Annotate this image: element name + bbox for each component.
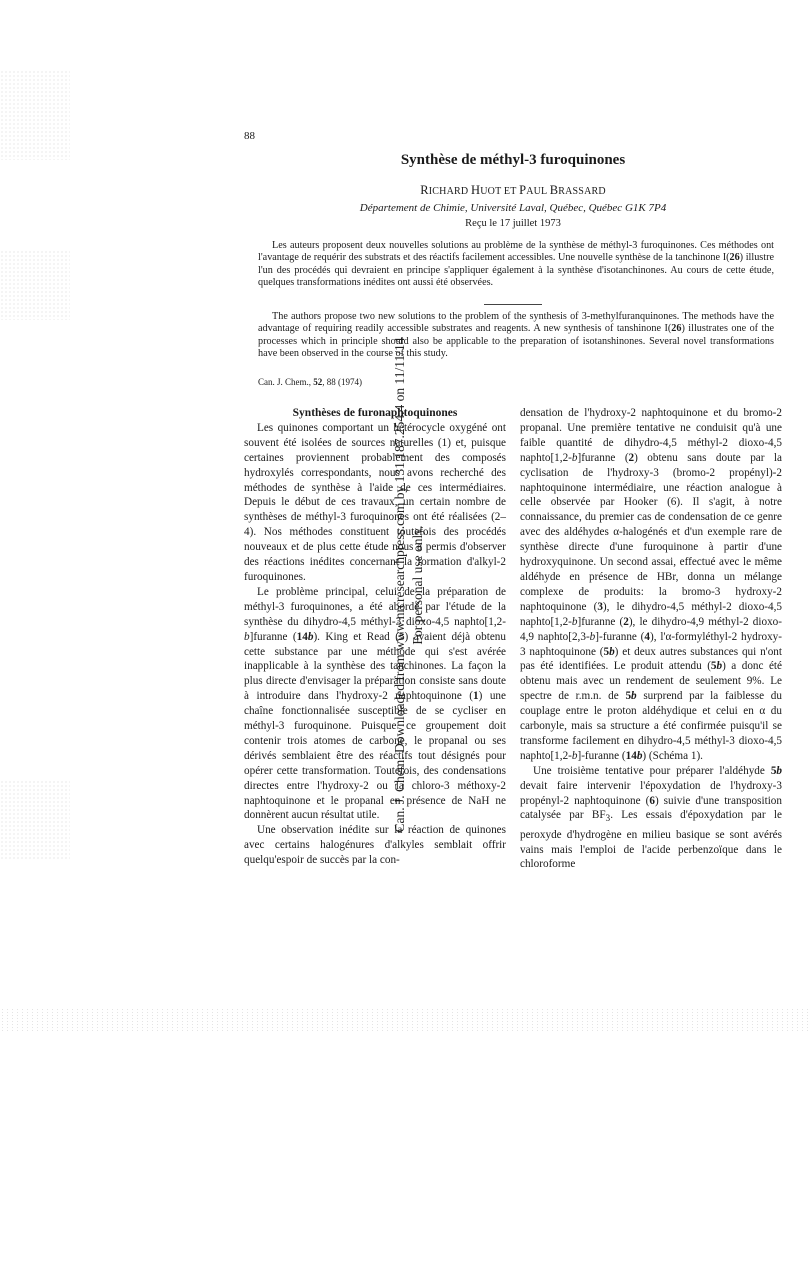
download-watermark: Can. J. Chem. Downloaded from www.nrcresearchpress.com by 131.187.254.4 on 11/11/14 bbox=[392, 337, 408, 833]
article-title: Synthèse de méthyl-3 furoquinones bbox=[400, 152, 626, 168]
received-date: Reçu le 17 juillet 1973 bbox=[465, 218, 561, 229]
abstract-english: The authors propose two new solutions to the problem of the synthesis of 3-methylfuranquinones. The methods have the advantage of requiring readily accessible substrates and reagents. A new synthesis of tanshinone I(26) illustrates one of the processes which in principle should also be applicable to the preparation of isotanshinones. Several novel transformations have been observed in the course of this study. bbox=[258, 311, 774, 360]
scan-artifact-top bbox=[0, 70, 70, 160]
page-number: 88 bbox=[244, 130, 255, 142]
left-column bbox=[244, 406, 506, 868]
section-heading: Synthèses de furonaphtoquinones bbox=[292, 407, 458, 419]
body-paragraph: Le problème principal, celui de la préparation de méthyl-3 furoquinones, a été abordé par l'étude de la synthèse du dihydro-4,5 méthyl-3 dioxo-4,5 naphto[1,2-b]furanne (14b). King et Read (5) avaient déjà obtenu cette substance par une méthode qui s'est avérée inapplicable à la synthèse des tanchinones. La façon la plus directe d'envisager la préparation consiste sans doute à introduire dans l'hydroxy-2 naphtoquinone (1) une chaîne fonctionnalisée susceptible de se cycliser en méthyl-3 furoquinone. Puisque ce groupement doit contenir trois atomes de carbone, le propanal ou ses dérivés semblaient être des réactifs tout désignés pour opérer cette transformation. Toutefois, des condensations directes entre l'hydroxy-2 ou la chloro-3 méthoxy-2 naphtoquinone et le propanal en présence de NaH ne donnèrent aucun résultat utile. bbox=[244, 585, 506, 822]
personal-use-watermark: For personal use only. bbox=[410, 525, 426, 645]
abstract-french: Les auteurs proposent deux nouvelles solutions au problème de la synthèse de méthyl-3 furoquinones. Ces méthodes ont l'avantage de requérir des substrats et des réactifs facilement accessibles. Une nouvelle synthèse de la tanchinone I(26) illustre l'un des procédés qui devraient en principe s'appliquer également à la synthèse d'isotanchinones. Au cours de cette étude, quelques transformations inédites ont aussi été observées. bbox=[258, 240, 774, 289]
body-paragraph: densation de l'hydroxy-2 naphtoquinone et du bromo-2 propanal. Une première tentative ne conduisit qu'à une faible quantité de dihydro-4,5 méthyl-2 dioxo-4,5 naphto[1,2-b]furanne (2) obtenu sans doute par la cyclisation de l'hydroxy-3 (bromo-2 propényl)-2 naphtoquinone intermédiaire, une réaction analogue à celle observée par Hooker (6). Il s'agit, à notre connaissance, du premier cas de condensation de ce genre avec des aldéhydes α-halogénés et d'un exemple rare de synthèse directe d'une furoquinone à partir d'une hydroxyquinone. Un second assai, effectué avec le même aldéhyde en présence de HBr, donna un mélange complexe de produits: la bromo-3 hydroxy-2 naphtoquinone (3), le dihydro-4,5 méthyl-2 dioxo-4,5 naphto[1,2-b]furanne (2), le dihydro-4,9 méthyl-2 dioxo-4,9 naphto[2,3-b]-furanne (4), l'α-formyléthyl-2 hydroxy-3 naphtoquinone (5b) et deux autres substances qui n'ont pas été identifiées. Le produit attendu (5b) a donc été obtenu mais avec un rendement de seulement 9%. Le spectre de r.m.n. de 5b surprend par la faiblesse du couplage entre le proton aldéhydique et celui en α du carbonyle, mais sa structure a été confirmée puisqu'il se transforme facilement en dihydro-4,5 méthyl-3 dioxo-4,5 naphto[1,2-b]-furanne (14b) (Schéma 1). bbox=[520, 407, 783, 762]
body-paragraph: Une troisième tentative pour préparer l'aldéhyde 5b devait faire intervenir l'époxydation de l'hydroxy-3 propényl-2 naphtoquinone (6) suivie d'une transposition catalysée par $BF_3$. Les essais d'époxydation par le peroxyde d'hydrogène en milieu basique se sont avérés vains mais l'emploi de l'acide perbenzoïque dans le chloroforme bbox=[520, 764, 782, 871]
authors-line: RICHARD HUOT ET PAUL BRASSARD bbox=[420, 183, 606, 197]
right-column bbox=[520, 406, 782, 872]
scan-artifact-middle bbox=[0, 250, 70, 320]
abstract-divider bbox=[484, 304, 542, 305]
body-paragraph: Les quinones comportant un hétérocycle oxygéné ont souvent été isolées de sources naturelles (1) et, puisque certaines proviennent probablement des composés hydroxylés correspondants, nous avons recherché des méthodes de synthèse à l'aide de ces intermédiaires. Depuis le début de ces travaux, un certain nombre de synthèses de méthyl-3 furoquinones ont été réalisées (2–4). Nos méthodes constituent toutefois des procédés nouveaux et de plus cette étude nous a permis d'observer des réactions inédites concernant la formation d'alkyl-2 furoquinones. bbox=[244, 421, 506, 583]
body-paragraph: Une observation inédite sur la réaction de quinones avec certains halogénures d'alkyles semblait offrir quelqu'espoir de succès par la con- bbox=[244, 824, 506, 867]
affiliation: Département de Chimie, Université Laval, Québec, Québec G1K 7P4 bbox=[359, 202, 667, 214]
scan-artifact-lower bbox=[0, 780, 70, 860]
journal-citation: Can. J. Chem., 52, 88 (1974) bbox=[258, 377, 362, 387]
